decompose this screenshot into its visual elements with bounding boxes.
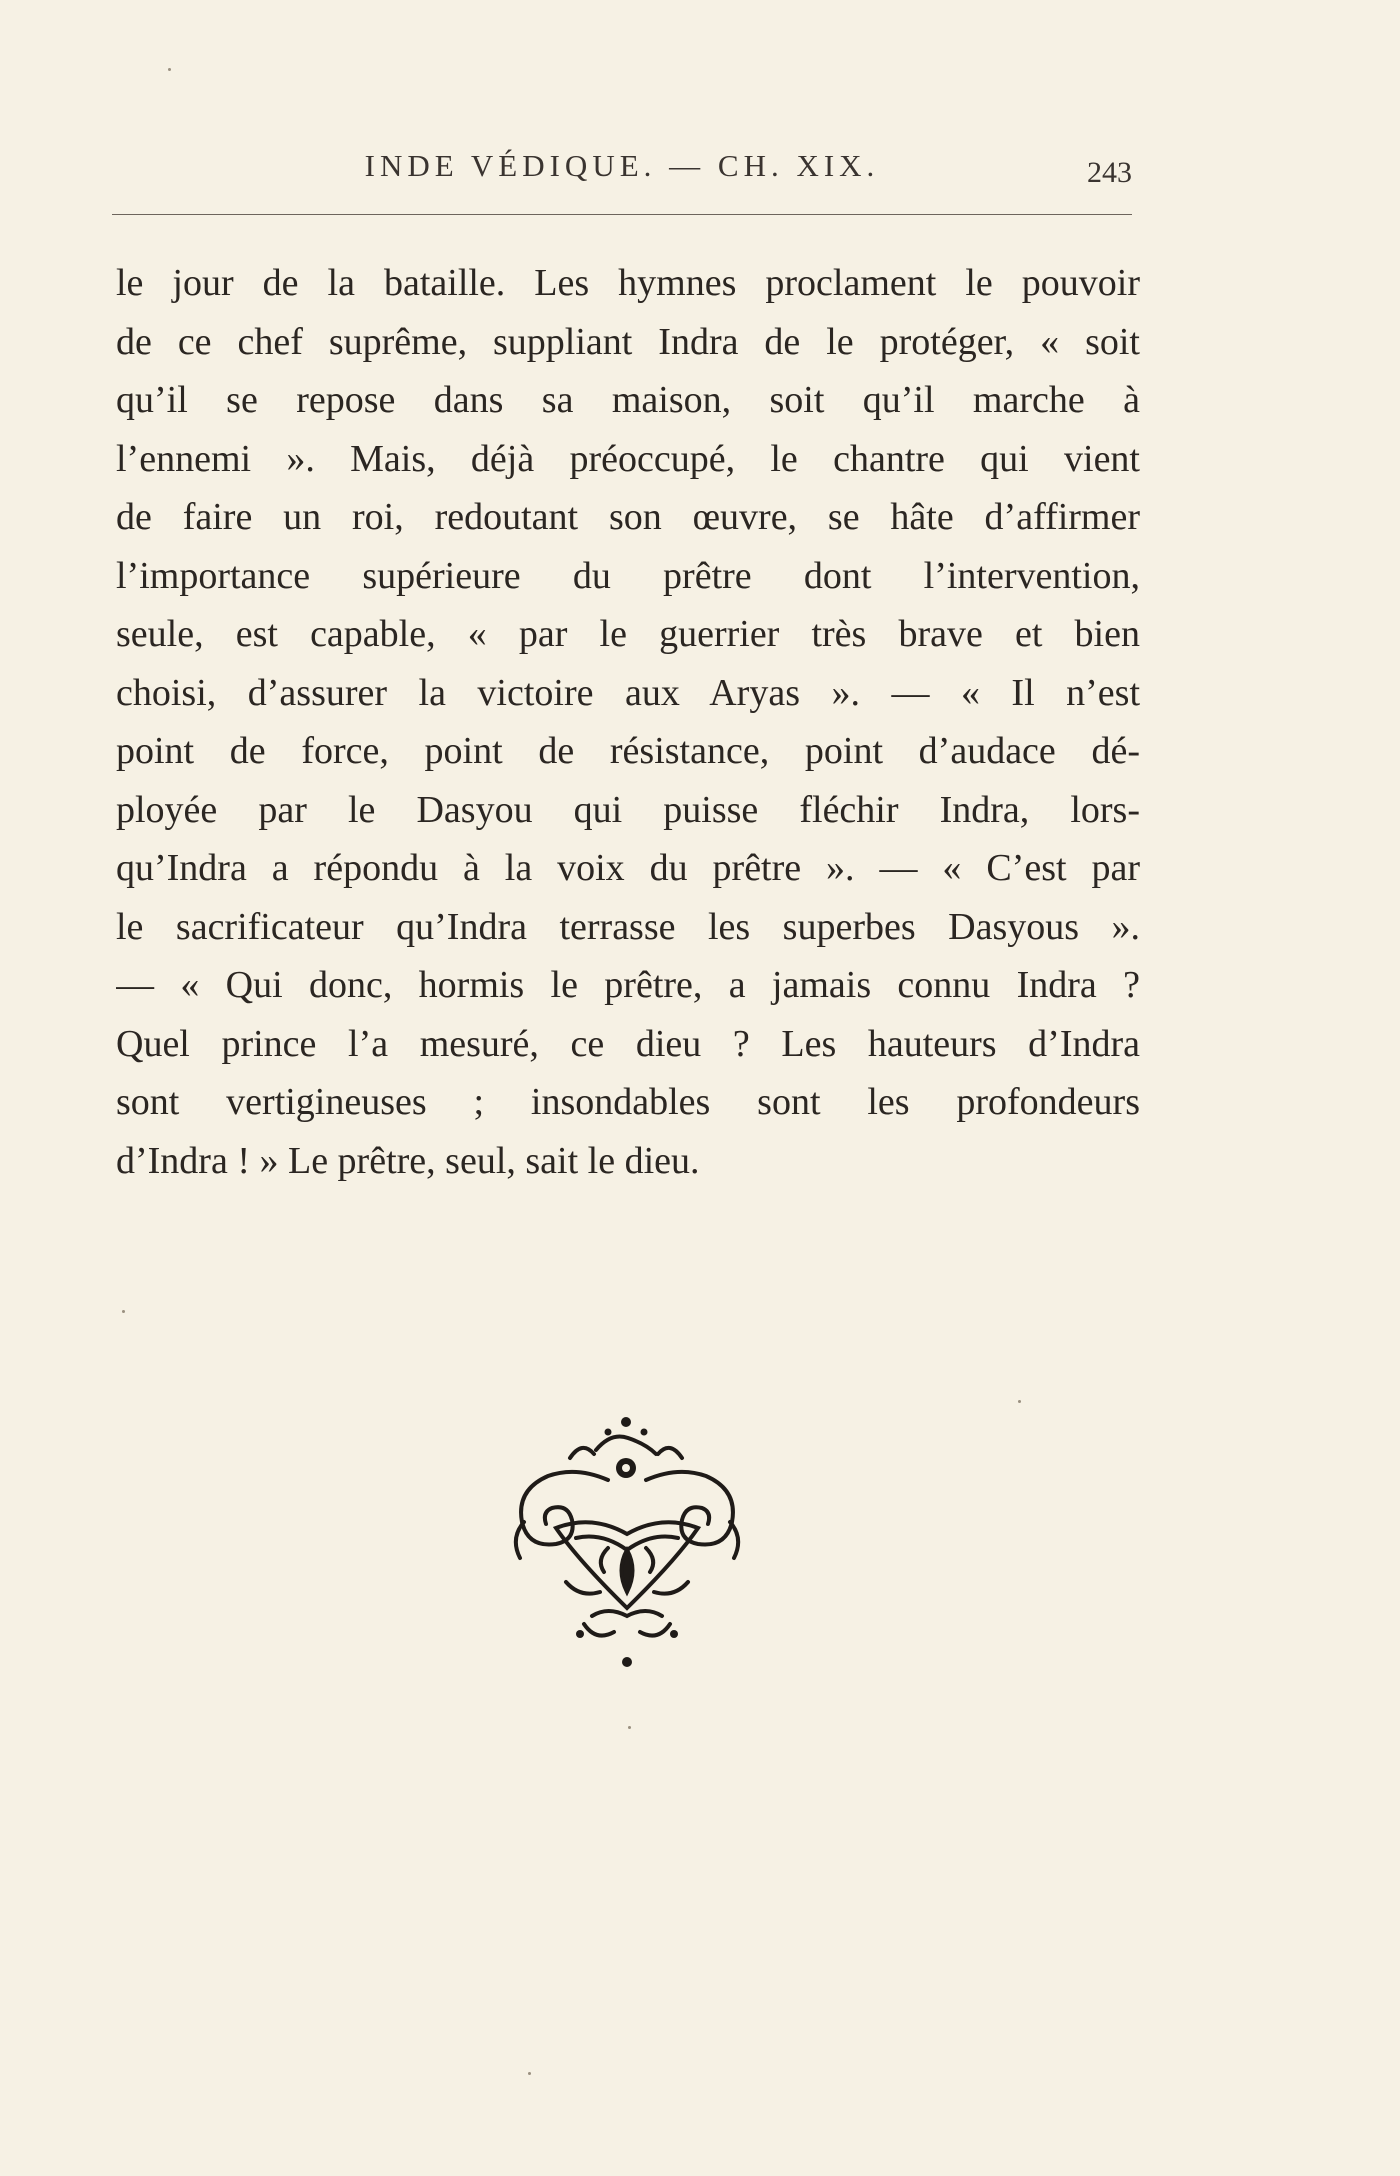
text-line: — « Qui donc, hormis le prêtre, a jamais connu Indra ? (116, 964, 1140, 1006)
header-rule (112, 214, 1132, 215)
body-text (116, 254, 1140, 1190)
floral-tailpiece-icon (496, 1410, 772, 1686)
text-line: l’ennemi ». Mais, déjà préoccupé, le chantre qui vient (116, 437, 1140, 480)
text-line: sont vertigineuses ; insondables sont les profondeurs (116, 1081, 1140, 1123)
text-line: le jour de la bataille. Les hymnes proclament le pouvoir (116, 262, 1140, 304)
running-head (112, 148, 1132, 194)
text-line: ployée par le Dasyou qui puisse fléchir Indra, lors- (116, 788, 1140, 831)
text-line: de ce chef suprême, suppliant Indra de le protéger, « soit (116, 320, 1140, 363)
paper-speck (168, 68, 171, 71)
text-line: qu’Indra a répondu à la voix du prêtre ». — « C’est par (116, 847, 1140, 889)
text-line: qu’il se repose dans sa maison, soit qu’il marche à (116, 379, 1140, 421)
text-line: de faire un roi, redoutant son œuvre, se hâte d’affirmer (116, 496, 1140, 538)
paper-speck (528, 2072, 531, 2075)
text-line: choisi, d’assurer la victoire aux Aryas ». — « Il n’est (116, 671, 1140, 714)
running-title: INDE VÉDIQUE. — CH. XIX. (364, 148, 880, 183)
page-number: 243 (1087, 156, 1132, 189)
text-line: le sacrificateur qu’Indra terrasse les superbes Dasyous ». (116, 905, 1140, 948)
text-line: point de force, point de résistance, point d’audace dé- (116, 730, 1140, 772)
text-line: d’Indra ! » Le prêtre, seul, sait le dieu. (116, 1139, 700, 1182)
paper-speck (1018, 1400, 1021, 1403)
text-line: seule, est capable, « par le guerrier très brave et bien (116, 613, 1140, 655)
paper-speck (122, 1310, 125, 1313)
text-line: Quel prince l’a mesuré, ce dieu ? Les hauteurs d’Indra (116, 1022, 1140, 1065)
text-line: l’importance supérieure du prêtre dont l’intervention, (116, 554, 1140, 597)
paper-speck (628, 1726, 631, 1729)
